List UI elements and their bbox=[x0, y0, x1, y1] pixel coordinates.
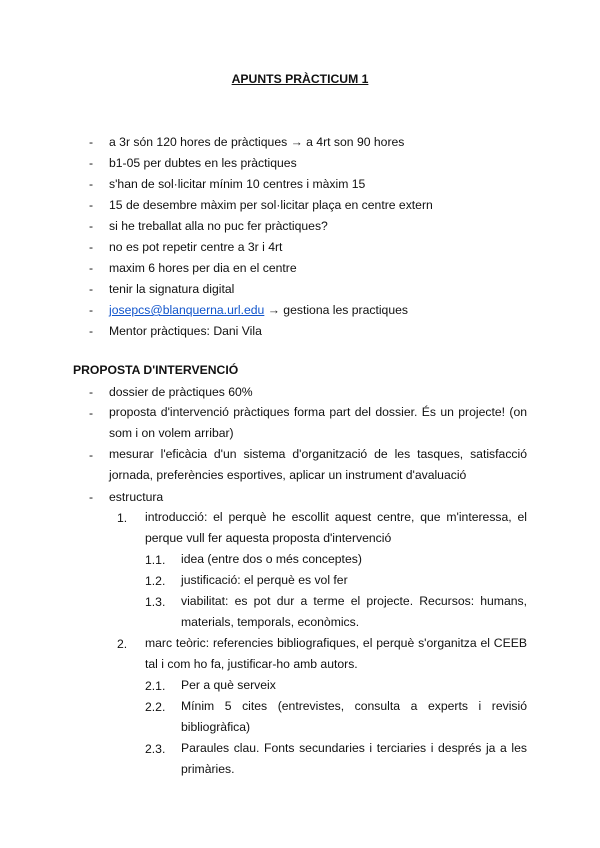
list-item: maxim 6 hores per dia en el centre bbox=[109, 261, 297, 275]
bullet-marker: - bbox=[89, 490, 94, 504]
list-number: 1.3. bbox=[145, 595, 166, 609]
bullet-marker: - bbox=[89, 177, 94, 191]
list-item: no es pot repetir centre a 3r i 4rt bbox=[109, 240, 283, 254]
list-number: 1. bbox=[117, 511, 128, 525]
bullet-marker: - bbox=[89, 240, 94, 254]
list-number: 2.2. bbox=[145, 700, 166, 714]
list-item: tenir la signatura digital bbox=[109, 282, 235, 296]
list-item: mesurar l'eficàcia d'un sistema d'organització de les tasques, satisfacció jornada, preferències esportives, aplicar un instrument d'avaluació bbox=[109, 447, 527, 482]
structure-subitem: Mínim 5 cites (entrevistes, consulta a experts i revisió bibliogràfica) bbox=[181, 699, 527, 734]
bullet-marker: - bbox=[89, 448, 94, 462]
email-item-text: → gestiona les practiques bbox=[264, 303, 408, 317]
list-item: Mentor pràctiques: Dani Vila bbox=[109, 324, 262, 338]
list-item: a 3r són 120 hores de pràctiques → a 4rt son 90 hores bbox=[109, 135, 405, 149]
bullet-marker: - bbox=[89, 135, 94, 149]
list-number: 1.1. bbox=[145, 553, 166, 567]
structure-subitem: justificació: el perquè es vol fer bbox=[181, 573, 348, 587]
list-item: b1-05 per dubtes en les pràctiques bbox=[109, 156, 297, 170]
structure-subitem: idea (entre dos o més conceptes) bbox=[181, 552, 362, 566]
bullet-marker: - bbox=[89, 261, 94, 275]
section-heading: PROPOSTA D'INTERVENCIÓ bbox=[73, 363, 239, 377]
structure-item: marc teòric: referencies bibliografiques, el perquè s'organitza el CEEB tal i com ho fa, justificar-ho amb autors. bbox=[145, 636, 527, 671]
list-item: s'han de sol·licitar mínim 10 centres i màxim 15 bbox=[109, 177, 366, 191]
structure-subitem: viabilitat: es pot dur a terme el projecte. Recursos: humans, materials, temporals, econòmics. bbox=[181, 594, 527, 629]
structure-subitem: Per a què serveix bbox=[181, 678, 276, 692]
bullet-marker: - bbox=[89, 324, 94, 338]
list-item: proposta d'intervenció pràctiques forma part del dossier. És un projecte! (on som i on volem arribar) bbox=[109, 405, 527, 440]
list-item: dossier de pràctiques 60% bbox=[109, 385, 253, 399]
bullet-marker: - bbox=[89, 198, 94, 212]
structure-item: introducció: el perquè he escollit aquest centre, que m'interessa, el perque vull fer aquesta proposta d'intervenció bbox=[145, 510, 527, 545]
list-number: 2.3. bbox=[145, 742, 166, 756]
bullet-marker: - bbox=[89, 303, 94, 317]
list-number: 2. bbox=[117, 637, 128, 651]
bullet-marker: - bbox=[89, 156, 94, 170]
bullet-marker: - bbox=[89, 406, 94, 420]
structure-subitem: Paraules clau. Fonts secundaries i terciaries i després ja a les primàries. bbox=[181, 741, 527, 776]
bullet-marker: - bbox=[89, 385, 94, 399]
bullet-marker: - bbox=[89, 282, 94, 296]
list-item: 15 de desembre màxim per sol·licitar plaça en centre extern bbox=[109, 198, 433, 212]
list-item: estructura bbox=[109, 490, 164, 504]
bullet-marker: - bbox=[89, 219, 94, 233]
email-link[interactable]: josepcs@blanquerna.url.edu bbox=[109, 303, 265, 317]
list-item-email bbox=[109, 303, 408, 317]
page-title: APUNTS PRÀCTICUM 1 bbox=[231, 72, 369, 86]
list-number: 1.2. bbox=[145, 574, 166, 588]
list-item: si he treballat alla no puc fer pràctiques? bbox=[109, 219, 328, 233]
list-number: 2.1. bbox=[145, 679, 166, 693]
